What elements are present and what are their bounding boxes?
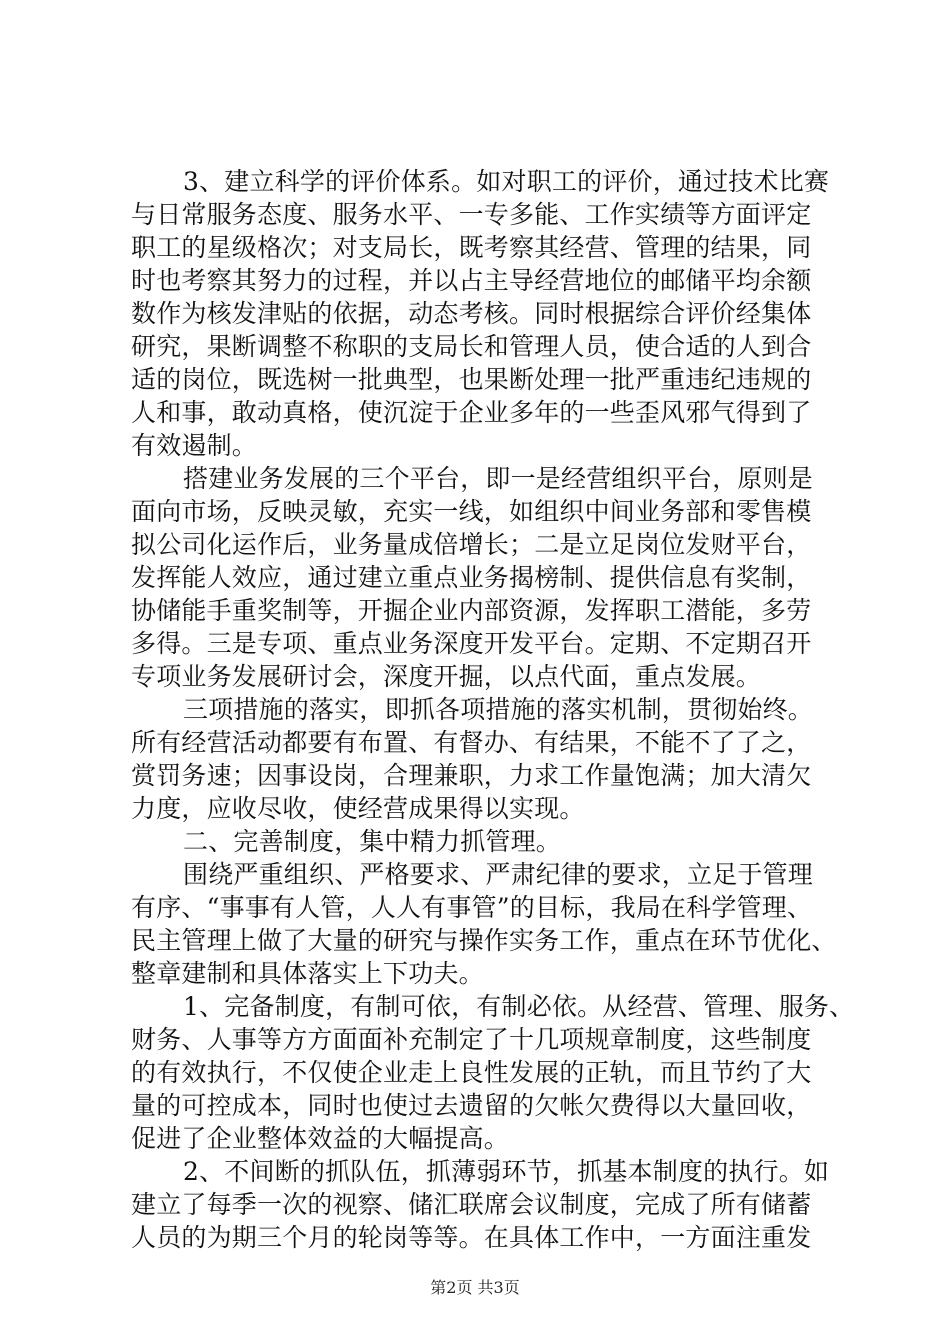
text-line: 3、建立科学的评价体系。如对职工的评价，通过技术比赛 (183, 167, 830, 196)
section-heading (131, 825, 831, 858)
text-line: 整章建制和具体落实上下功夫。 (131, 959, 484, 988)
text-line: 人和事，敢动真格，使沉淀于企业多年的一些歪风邪气得到了 (131, 398, 812, 427)
text-line: 促进了企业整体效益的大幅提高。 (131, 1124, 510, 1153)
text-line: 所有经营活动都要有布置、有督办、有结果，不能不了了之， (131, 728, 812, 757)
page-footer (0, 1278, 950, 1298)
text-line: 力度，应收尽收，使经营成果得以实现。 (131, 794, 585, 823)
text-line: 专项业务发展研讨会，深度开掘，以点代面，重点发展。 (131, 662, 762, 691)
text-line: 的有效执行，不仅使企业走上良性发展的正轨，而且节约了大 (131, 1058, 812, 1087)
text-line: 协储能手重奖制等，开掘企业内部资源，发挥职工潜能，多劳 (131, 596, 812, 625)
text-line: 民主管理上做了大量的研究与操作实务工作，重点在环节优化、 (131, 926, 837, 955)
text-line: 搭建业务发展的三个平台，即一是经营组织平台，原则是 (183, 464, 814, 493)
paragraph-management (131, 858, 837, 990)
page-number: 第2页 共3页 (430, 1278, 520, 1297)
text-line: 1、完备制度，有制可依，有制必依。从经营、管理、服务、 (183, 992, 855, 1021)
text-line: 职工的星级格次；对支局长，既考察其经营、管理的结果，同 (131, 233, 812, 262)
text-line: 有序、“事事有人管，人人有事管”的目标，我局在科学管理、 (131, 893, 813, 922)
text-line: 围绕严重组织、严格要求、严肃纪律的要求，立足于管理 (183, 860, 814, 889)
paragraph-continuous-work (131, 1155, 831, 1254)
text-line: 研究，果断调整不称职的支局长和管理人员，使合适的人到合 (131, 332, 812, 361)
text-line: 拟公司化运作后，业务量成倍增长；二是立足岗位发财平台， (131, 530, 812, 559)
text-line: 2、不间断的抓队伍，抓薄弱环节，抓基本制度的执行。如 (183, 1157, 830, 1186)
text-line: 面向市场，反映灵敏，充实一线，如组织中间业务部和零售模 (131, 497, 812, 526)
text-line: 赏罚务速；因事设岗，合理兼职，力求工作量饱满；加大清欠 (131, 761, 812, 790)
heading-line: 二、完善制度，集中精力抓管理。 (183, 827, 562, 856)
text-line: 有效遏制。 (131, 431, 258, 460)
text-line: 人员的为期三个月的轮岗等等。在具体工作中，一方面注重发 (131, 1223, 812, 1252)
paragraph-evaluation-system (131, 165, 831, 462)
text-line: 适的岗位，既选树一批典型，也果断处理一批严重违纪违规的 (131, 365, 812, 394)
document-body (131, 165, 855, 1254)
text-line: 与日常服务态度、服务水平、一专多能、工作实绩等方面评定 (131, 200, 812, 229)
text-line: 时也考察其努力的过程，并以占主导经营地位的邮储平均余额 (131, 266, 812, 295)
text-line: 多得。三是专项、重点业务深度开发平台。定期、不定期召开 (131, 629, 812, 658)
paragraph-three-measures (131, 693, 831, 825)
text-line: 量的可控成本，同时也使过去遗留的欠帐欠费得以大量回收， (131, 1091, 812, 1120)
text-line: 数作为核发津贴的依据，动态考核。同时根据综合评价经集体 (131, 299, 812, 328)
paragraph-three-platforms (131, 462, 831, 693)
text-line: 三项措施的落实，即抓各项措施的落实机制，贯彻始终。 (183, 695, 814, 724)
paragraph-complete-system (131, 990, 855, 1155)
text-line: 财务、人事等方方面面补充制定了十几项规章制度，这些制度 (131, 1025, 812, 1054)
text-line: 发挥能人效应，通过建立重点业务揭榜制、提供信息有奖制， (131, 563, 812, 592)
text-line: 建立了每季一次的视察、储汇联席会议制度，完成了所有储蓄 (131, 1190, 812, 1219)
